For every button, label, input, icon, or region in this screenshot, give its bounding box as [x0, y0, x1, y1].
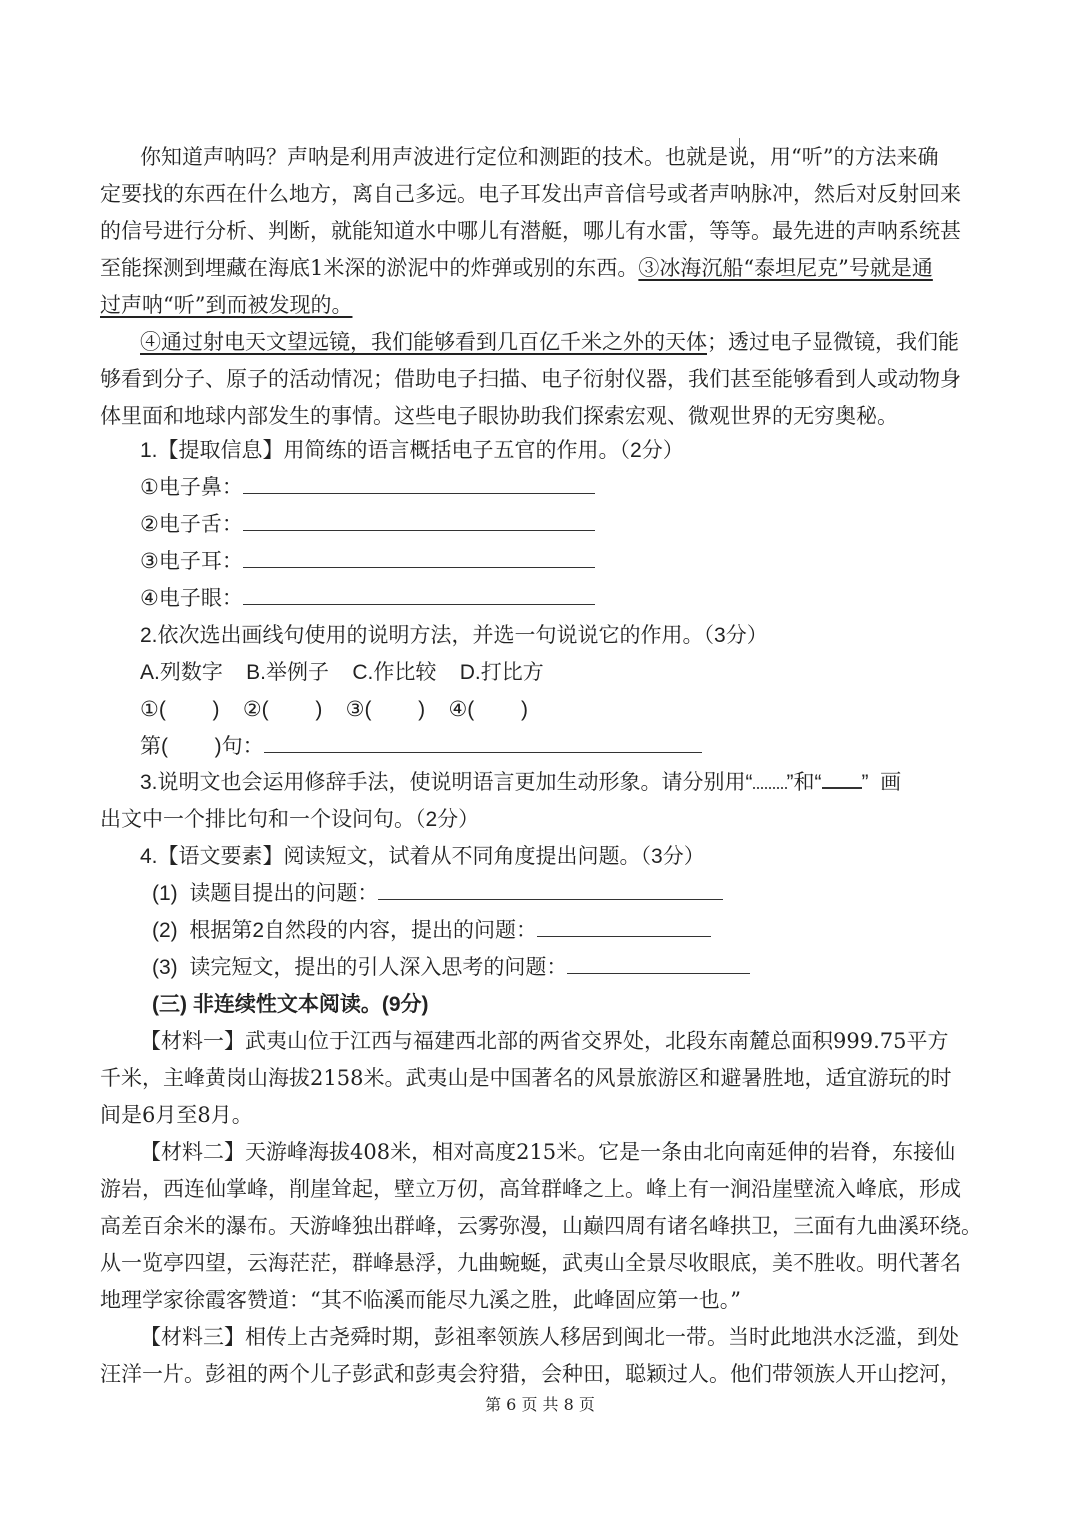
passage-line: 够看到分子、原子的活动情况；借助电子扫描、电子衍射仪器，我们甚至能够看到人或动物身: [100, 367, 961, 391]
wavy-underline-sample: [753, 769, 787, 789]
q4-sub-3: (3) 读完短文，提出的引人深入思考的问题：: [152, 951, 750, 985]
material-2-line: 高差百余米的瀑布。天游峰独出群峰，云雾弥漫，山巅四周有诸名峰拱卫，三面有九曲溪环绕。: [100, 1214, 982, 1238]
underlined-sentence-3: ③冰海沉船“泰坦尼克”号就是通: [638, 256, 933, 280]
passage-line: 体里面和地球内部发生的事情。这些电子眼协助我们探索宏观、微观世界的无穷奥秘。: [100, 404, 898, 428]
material-1-line: 【材料一】武夷山位于江西与福建西北部的两省交界处，北段东南麓总面积999.75平方: [140, 1029, 949, 1053]
answer-blank[interactable]: [243, 547, 595, 568]
passage-line: ④通过射电天文望远镜，我们能够看到几百亿千米之外的天体；透过电子显微镜，我们能: [140, 330, 959, 354]
straight-underline-sample: [822, 769, 862, 789]
q1-answer-nose: ①电子鼻：: [140, 471, 595, 505]
passage-line: 的信号进行分析、判断，就能知道水中哪儿有潜艇，哪儿有水雷，等等。最先进的声呐系统甚: [100, 219, 961, 243]
underlined-sentence-3-cont: 过声呐“听”到而被发现的。: [100, 293, 353, 317]
passage-line: 你知道声呐吗？声呐是利用声波进行定位和测距的技术。也就是说，用“听”的方法来确: [140, 145, 939, 169]
q2-which-sentence: 第( )句：: [140, 730, 702, 764]
material-2-line: 从一览亭四望，云海茫茫，群峰悬浮，九曲蜿蜒，武夷山全景尽收眼底，美不胜收。明代著名: [100, 1251, 961, 1275]
passage-line: 定要找的东西在什么地方，离自己多远。电子耳发出声音信号或者声呐脉冲，然后对反射回来: [100, 182, 961, 206]
q4-sub-1: (1) 读题目提出的问题：: [152, 877, 723, 911]
material-1-line: 间是6月至8月。: [100, 1103, 253, 1127]
q1-answer-ear: ③电子耳：: [140, 545, 595, 579]
question-3-cont: 出文中一个排比句和一个设问句。（2分）: [100, 808, 480, 831]
q4-sub-2: (2) 根据第2自然段的内容，提出的问题：: [152, 914, 711, 948]
material-1-line: 千米，主峰黄岗山海拔2158米。武夷山是中国著名的风景旅游区和避暑胜地，适宜游玩的时: [100, 1066, 952, 1090]
underlined-sentence-4: ④通过射电天文望远镜，我们能够看到几百亿千米之外的天体: [140, 330, 707, 354]
question-3: 3.说明文也会运用修辞手法，使说明语言更加生动形象。请分别用“ ”和“ ” 画: [140, 771, 902, 794]
q1-answer-tongue: ②电子舌：: [140, 508, 595, 542]
answer-blank[interactable]: [567, 953, 750, 974]
answer-blank[interactable]: [243, 510, 595, 531]
material-2-line: 地理学家徐霞客赞道：“其不临溪而能尽九溪之胜，此峰固应第一也。”: [100, 1288, 741, 1312]
material-2-line: 【材料二】天游峰海拔408米，相对高度215米。它是一条由北向南延伸的岩脊，东接仙: [140, 1140, 956, 1164]
material-3-line: 汪洋一片。彭祖的两个儿子彭武和彭夷会狩猎，会种田，聪颖过人。他们带领族人开山挖河，: [100, 1362, 961, 1386]
q2-options: A.列数字 B.举例子 C.作比较 D.打比方: [140, 661, 544, 684]
q1-answer-eye: ④电子眼：: [140, 582, 595, 616]
q2-answer-slots[interactable]: ①( ) ②( ) ③( ) ④( ): [140, 698, 528, 721]
answer-blank[interactable]: [243, 473, 595, 494]
page-footer: 第 6 页 共 8 页: [485, 1395, 595, 1414]
question-2: 2.依次选出画线句使用的说明方法，并选一句说说它的作用。（3分）: [140, 624, 768, 647]
question-1: 1.【提取信息】用简练的语言概括电子五官的作用。（2分）: [140, 439, 684, 462]
question-4: 4.【语文要素】阅读短文，试着从不同角度提出问题。（3分）: [140, 845, 705, 868]
passage-line: [100, 288, 352, 322]
answer-blank[interactable]: [243, 584, 595, 605]
passage-line: 至能探测到埋藏在海底1米深的淤泥中的炸弹或别的东西。③冰海沉船“泰坦尼克”号就是通: [100, 256, 933, 280]
section-heading: (三) 非连续性文本阅读。(9分): [152, 993, 429, 1016]
answer-blank[interactable]: [378, 879, 723, 900]
answer-blank[interactable]: [264, 732, 702, 753]
material-2-line: 游岩，西连仙掌峰，削崖耸起，壁立万仞，高耸群峰之上。峰上有一涧沿崖壁流入峰底，形成: [100, 1177, 961, 1201]
answer-blank[interactable]: [537, 916, 711, 937]
material-3-line: 【材料三】相传上古尧舜时期，彭祖率领族人移居到闽北一带。当时此地洪水泛滥，到处: [140, 1325, 959, 1349]
